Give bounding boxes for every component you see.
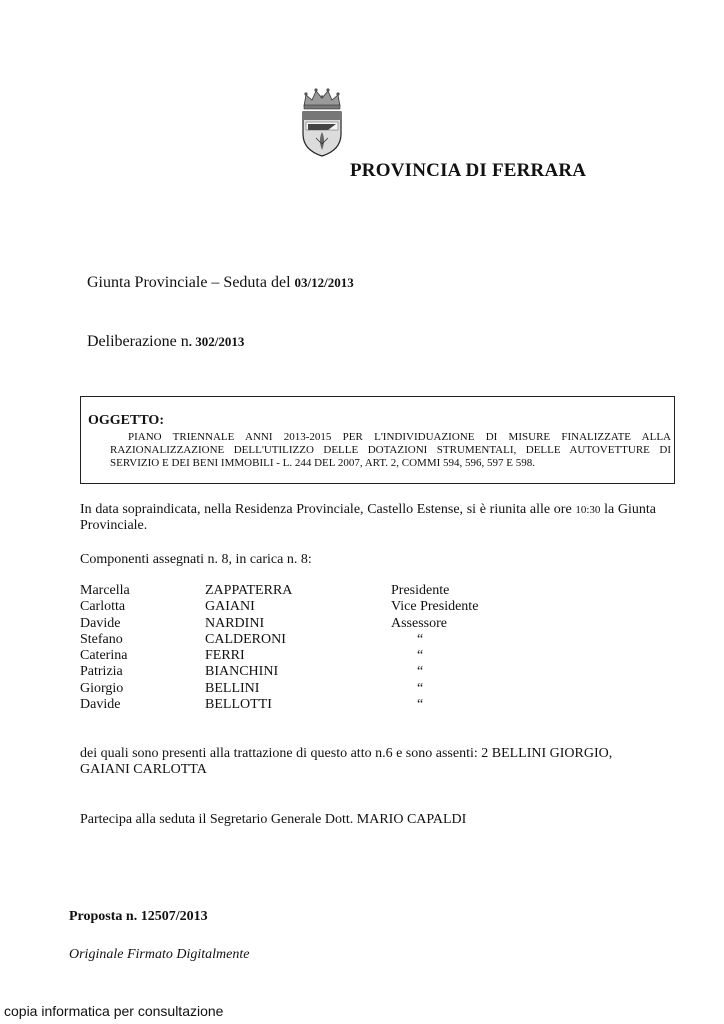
member-first-name: Caterina bbox=[80, 648, 128, 664]
member-last-name: BELLINI bbox=[205, 680, 260, 696]
subject-label: OGGETTO: bbox=[88, 413, 164, 428]
member-first-name: Giorgio bbox=[80, 680, 124, 696]
member-role: “ bbox=[417, 697, 424, 713]
member-row bbox=[80, 632, 500, 648]
member-role: Assessore bbox=[391, 615, 447, 631]
secretary-paragraph: Partecipa alla seduta il Segretario Generale Dott. MARIO CAPALDI bbox=[80, 812, 467, 827]
member-first-name: Davide bbox=[80, 615, 121, 631]
member-role: “ bbox=[417, 631, 424, 647]
intro-paragraph bbox=[80, 502, 656, 534]
member-role: “ bbox=[417, 648, 424, 664]
session-label: Giunta Provinciale – Seduta del bbox=[87, 274, 291, 291]
member-row bbox=[80, 697, 500, 713]
resolution-line bbox=[87, 333, 244, 351]
member-row bbox=[80, 681, 500, 697]
copy-watermark-note: copia informatica per consultazione bbox=[4, 1003, 224, 1019]
member-last-name: BELLOTTI bbox=[205, 697, 272, 713]
province-name: PROVINCIA DI FERRARA bbox=[350, 160, 587, 181]
intro-text-end: la Giunta Provinciale. bbox=[80, 502, 656, 533]
resolution-label: Deliberazione n bbox=[87, 333, 189, 350]
coat-of-arms-icon bbox=[298, 86, 346, 158]
member-first-name: Carlotta bbox=[80, 599, 126, 615]
intro-text: In data sopraindicata, nella Residenza Provinciale, Castello Estense, si è riunita alle ore bbox=[80, 502, 576, 517]
member-last-name: CALDERONI bbox=[205, 631, 286, 647]
member-role: “ bbox=[417, 680, 424, 696]
member-role: “ bbox=[417, 664, 424, 680]
member-row bbox=[80, 616, 500, 632]
member-first-name: Stefano bbox=[80, 631, 123, 647]
member-row bbox=[80, 599, 500, 615]
member-last-name: NARDINI bbox=[205, 615, 265, 631]
signature-note: Originale Firmato Digitalmente bbox=[69, 947, 250, 962]
member-row bbox=[80, 583, 500, 599]
member-first-name: Davide bbox=[80, 697, 121, 713]
member-first-name: Marcella bbox=[80, 583, 130, 598]
member-role: Presidente bbox=[391, 583, 450, 598]
member-last-name: ZAPPATERRA bbox=[205, 583, 293, 598]
session-date: 03/12/2013 bbox=[294, 275, 354, 290]
proposal-number: Proposta n. 12507/2013 bbox=[69, 909, 208, 924]
member-row bbox=[80, 664, 500, 680]
attendance-paragraph: dei quali sono presenti alla trattazione di questo atto n.6 e sono assenti: 2 BELLINI GIORGIO, GAIANI CARLOTTA bbox=[80, 746, 613, 777]
subject-text: PIANO TRIENNALE ANNI 2013-2015 PER L'INDIVIDUAZIONE DI MISURE FINALIZZATE ALLA RAZIONALIZZAZIONE DELL'UTILIZZO DELLE DOTAZIONI STRUMENTALI, DELLE AUTOVETTURE DI SERVIZIO E DEI BENI IMMOBILI - L. 244 DEL 2007, ART. 2, COMMI 594, 596, 597 E 598. bbox=[110, 431, 671, 469]
session-line bbox=[87, 274, 354, 292]
members-list bbox=[80, 583, 500, 713]
member-last-name: BIANCHINI bbox=[205, 664, 279, 680]
member-last-name: GAIANI bbox=[205, 599, 255, 615]
member-role: Vice Presidente bbox=[391, 599, 479, 615]
session-time: 10:30 bbox=[575, 504, 601, 516]
members-count: Componenti assegnati n. 8, in carica n. 8: bbox=[80, 552, 312, 567]
member-last-name: FERRI bbox=[205, 648, 245, 664]
member-row bbox=[80, 648, 500, 664]
subject-box bbox=[80, 396, 675, 484]
resolution-number: . 302/2013 bbox=[188, 334, 245, 349]
member-first-name: Patrizia bbox=[80, 664, 123, 680]
